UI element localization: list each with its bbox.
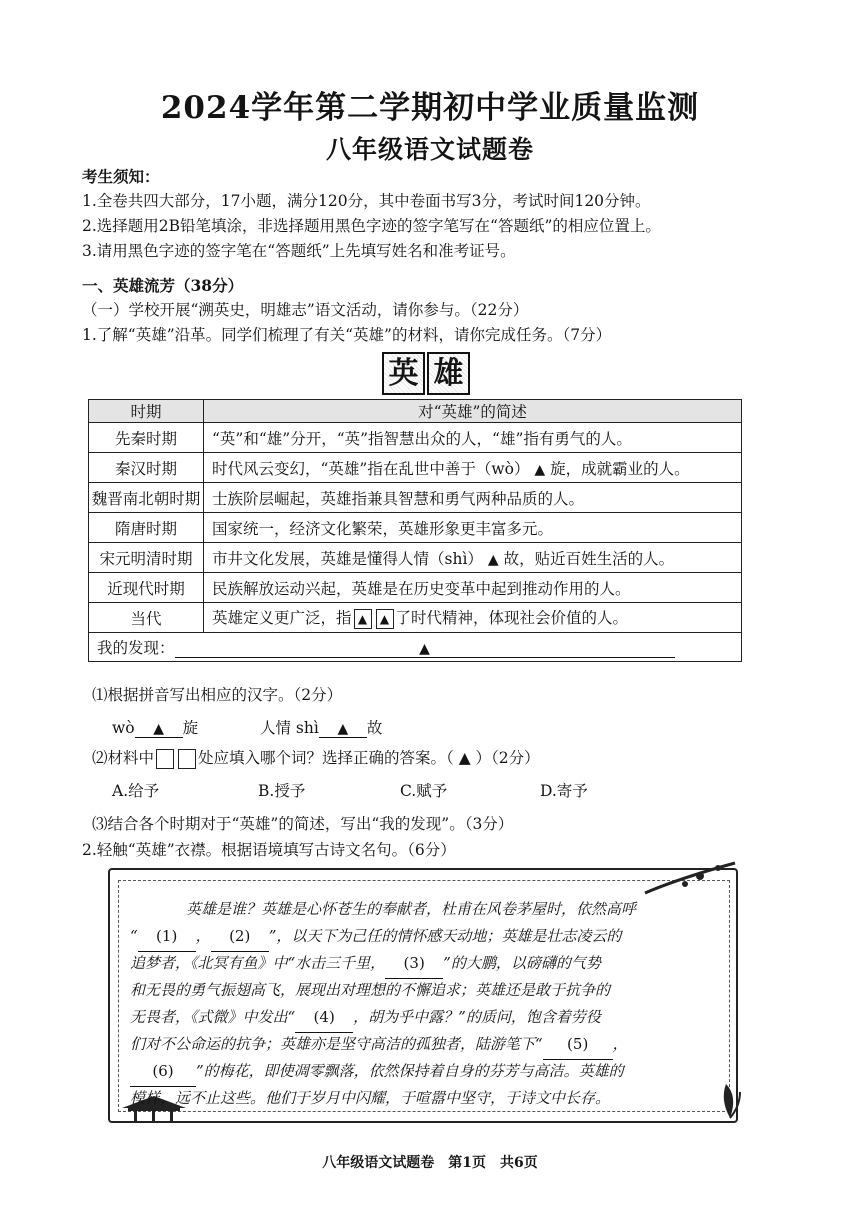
notice-heading: 考生须知： (82, 167, 160, 186)
badge-char-1: 英 (382, 352, 425, 395)
table-row (89, 453, 742, 483)
poem-blank-2[interactable]: (2) (211, 923, 269, 952)
poem-line: 和无畏的勇气振翅高飞，展现出对理想的不懈追求；英雄还是敢于抗争的 (130, 981, 611, 999)
row-description: 国家统一，经济文化繁荣，英雄形象更丰富多元。 (204, 513, 742, 543)
option-a[interactable]: A.给予 (112, 782, 160, 800)
row-period: 隋唐时期 (89, 513, 204, 543)
blank-mark[interactable]: ▲ (534, 461, 546, 478)
box-ref-1 (156, 749, 174, 769)
box-blank-2[interactable]: ▲ (376, 609, 394, 629)
row-description: “英”和“雄”分开，“英”指智慧出众的人，“雄”指有勇气的人。 (204, 423, 742, 453)
poem-line: 英雄是谁？英雄是心怀苍生的奉献者，杜甫在风卷茅屋时，依然高呼 (186, 900, 637, 918)
pinyin-blank-2[interactable]: ▲ (319, 721, 367, 738)
poem-blank-1[interactable]: (1) (138, 923, 196, 952)
hero-table (88, 399, 742, 662)
plant-decoration-icon (716, 1080, 744, 1120)
question-1: 1.了解“英雄”沿革。同学们梳理了有关“英雄”的材料，请你完成任务。（7分） (82, 326, 612, 344)
poem-line: (6) ”的梅花，即使凋零飘落，依然保持着自身的芬芳与高洁。英雄的 (130, 1058, 720, 1087)
poem-line: 们对不公命运的抗争；英雄亦是坚守高洁的孤独者，陆游笔下“ (5) ， (130, 1031, 720, 1060)
sub-question-3: ⑶结合各个时期对于“英雄”的简述，写出“我的发现”。（3分） (92, 815, 514, 833)
poem-blank-6[interactable]: (6) (130, 1058, 196, 1087)
row-description: 时代风云变幻，“英雄”指在乱世中善于（wò） ▲ 旋，成就霸业的人。 (204, 453, 742, 483)
row-period: 当代 (89, 603, 204, 633)
finding-answer-line[interactable]: ▲ (175, 639, 675, 658)
poem-line: 追梦者，《北冥有鱼》中“水击三千里， (3) ”的大鹏，以磅礴的气势 (130, 950, 720, 979)
question-2: 2.轻触“英雄”衣襟。根据语境填写古诗文名句。（6分） (82, 841, 456, 859)
section-heading: 一、英雄流芳（38分） (82, 276, 244, 295)
finding-row (89, 633, 742, 662)
header-period: 时期 (89, 400, 204, 423)
poem-line: “ (1) ， (2) ”，以天下为己任的情怀感天动地；英雄是壮志凌云的 (130, 923, 720, 952)
poem-blank-5[interactable]: (5) (543, 1031, 613, 1060)
option-c[interactable]: C.赋予 (400, 782, 448, 800)
table-row (89, 513, 742, 543)
table-row (89, 543, 742, 573)
row-description: 市井文化发展，英雄是懂得人情（shì） ▲ 故，贴近百姓生活的人。 (204, 543, 742, 573)
badge-char-2: 雄 (427, 352, 470, 395)
poem-line: 无畏者，《式微》中发出“ (4) ，胡为乎中露？”的质问，饱含着劳役 (130, 1004, 720, 1033)
pinyin-row: wò ▲ 旋 人情 shì ▲ 故 (112, 719, 383, 737)
option-b[interactable]: B.授予 (258, 782, 306, 800)
notice-item-1: 1.全卷共四大部分，17小题，满分120分，其中卷面书写3分，考试时间120分钟。 (82, 192, 651, 210)
header-description: 对“英雄”的简述 (204, 400, 742, 423)
row-period: 魏晋南北朝时期 (89, 483, 204, 513)
box-blank-1[interactable]: ▲ (354, 609, 372, 629)
table-header (89, 400, 742, 423)
table-row (89, 573, 742, 603)
branch-decoration-icon (640, 858, 740, 898)
row-period: 秦汉时期 (89, 453, 204, 483)
row-description: 士族阶层崛起，英雄指兼具智慧和勇气两种品质的人。 (204, 483, 742, 513)
table-row (89, 603, 742, 633)
row-period: 先秦时期 (89, 423, 204, 453)
part-heading: （一）学校开展“溯英史，明雄志”语文活动，请你参与。（22分） (82, 301, 529, 319)
row-description: 英雄定义更广泛，指 ▲ ▲ 了时代精神，体现社会价值的人。 (204, 603, 742, 633)
option-d[interactable]: D.寄予 (540, 782, 588, 800)
sub-question-1: ⑴根据拼音写出相应的汉字。（2分） (92, 686, 343, 704)
notice-item-3: 3.请用黑色字迹的签字笔在“答题纸”上先填写姓名和准考证号。 (82, 242, 516, 260)
blank-mark[interactable]: ▲ (487, 551, 499, 568)
exam-subtitle: 八年级语文试题卷 (325, 135, 534, 164)
sub-question-2: ⑵材料中 处应填入哪个词？选择正确的答案。（ ▲ ）（2分） (92, 749, 540, 767)
hero-badge (382, 352, 470, 396)
table-row (89, 423, 742, 453)
notice-item-2: 2.选择题用2B铅笔填涂，非选择题用黑色字迹的签字笔写在“答题纸”的相应位置上。 (82, 217, 661, 235)
finding-label: 我的发现： (97, 639, 175, 657)
pinyin-blank-1[interactable]: ▲ (135, 721, 183, 738)
finding-cell (89, 633, 742, 662)
poem-blank-3[interactable]: (3) (385, 950, 443, 979)
row-period: 近现代时期 (89, 573, 204, 603)
table-row (89, 483, 742, 513)
page-footer: 八年级语文试题卷 第1页 共6页 (322, 1155, 538, 1171)
poem-line: 模样，远不止这些。他们于岁月中闪耀，于喧嚣中坚守，于诗文中长存。 (130, 1089, 611, 1107)
row-description: 民族解放运动兴起，英雄是在历史变革中起到推动作用的人。 (204, 573, 742, 603)
row-period: 宋元明清时期 (89, 543, 204, 573)
poem-blank-4[interactable]: (4) (295, 1004, 353, 1033)
exam-title: 2024学年第二学期初中学业质量监测 (160, 90, 700, 126)
box-ref-2 (178, 749, 196, 769)
